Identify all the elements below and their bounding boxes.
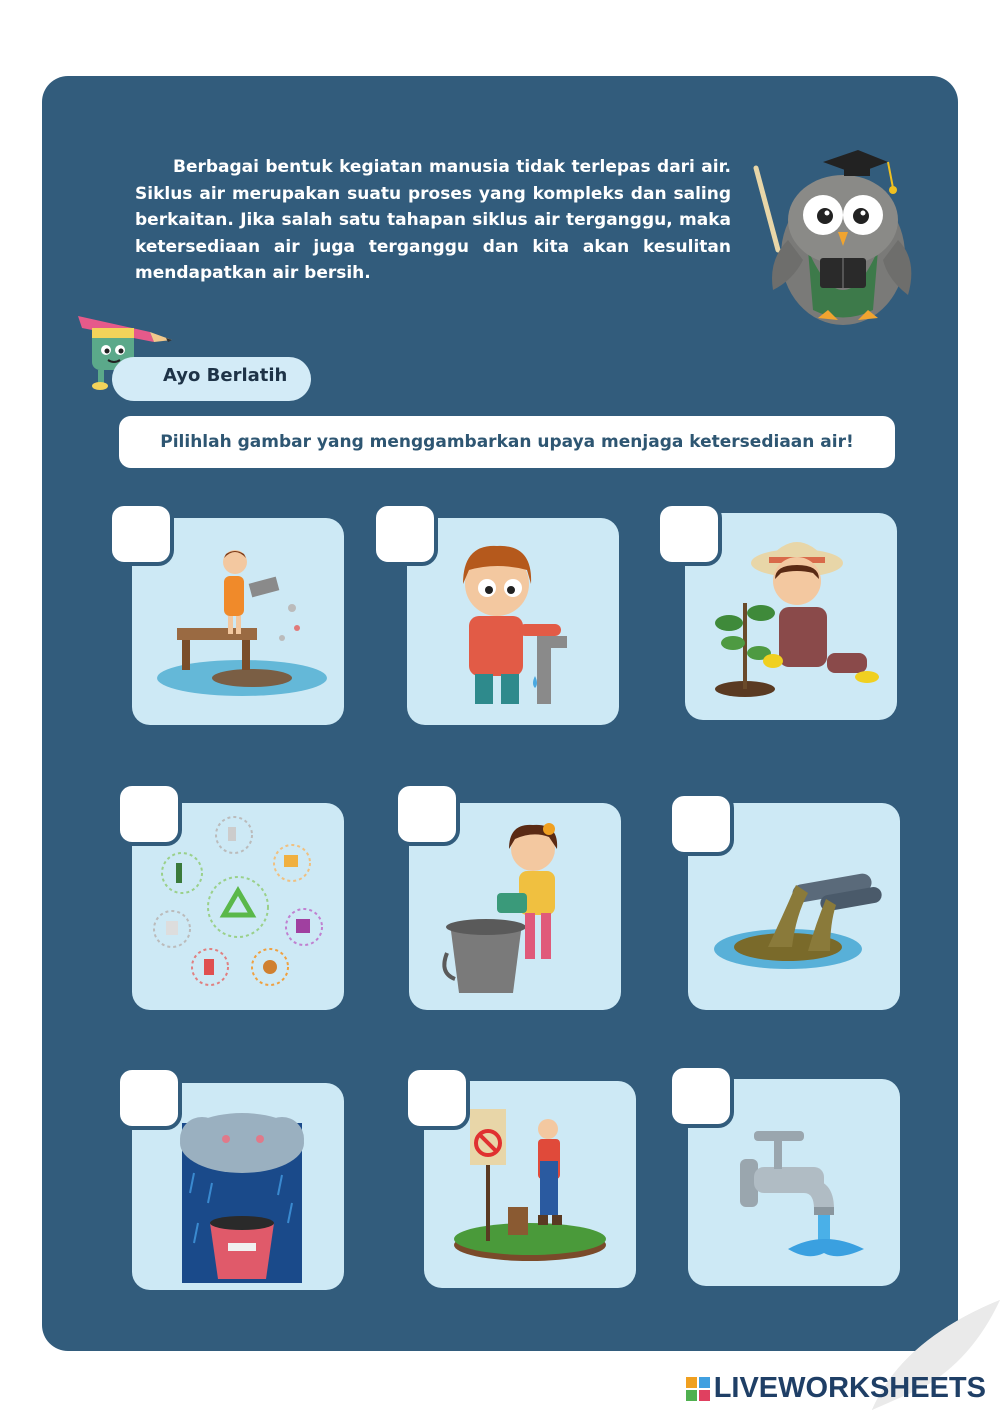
choice-checkbox-1[interactable] — [108, 502, 174, 566]
choice-checkbox-9[interactable] — [668, 1064, 734, 1128]
choice-checkbox-2[interactable] — [372, 502, 438, 566]
boy-at-tap-image — [407, 518, 619, 725]
choice-checkbox-6[interactable] — [668, 792, 734, 856]
choice-checkbox-5[interactable] — [394, 782, 460, 846]
choice-card-2 — [407, 518, 619, 725]
instruction-text: Pilihlah gambar yang menggambarkan upaya menjaga ketersediaan air! — [160, 432, 854, 452]
intro-paragraph: Berbagai bentuk kegiatan manusia tidak terlepas dari air. Siklus air merupakan suatu proses yang kompleks dan saling berkaitan. Jika salah satu tahapan siklus air terganggu, maka ketersediaan air juga terganggu dan kita akan kesulitan mendapatkan air bersih. — [135, 157, 731, 283]
owl-teacher-illustration — [748, 140, 918, 335]
brand-name: LIVEWORKSHEETS — [713, 1372, 986, 1404]
instruction-box — [119, 416, 895, 468]
choice-checkbox-4[interactable] — [116, 782, 182, 846]
choice-checkbox-3[interactable] — [656, 502, 722, 566]
choice-checkbox-8[interactable] — [404, 1066, 470, 1130]
section-label: Ayo Berlatih — [163, 365, 288, 386]
liveworksheets-brand — [686, 1372, 986, 1405]
choice-checkbox-7[interactable] — [116, 1066, 182, 1130]
liveworksheets-logo-icon — [686, 1377, 710, 1401]
